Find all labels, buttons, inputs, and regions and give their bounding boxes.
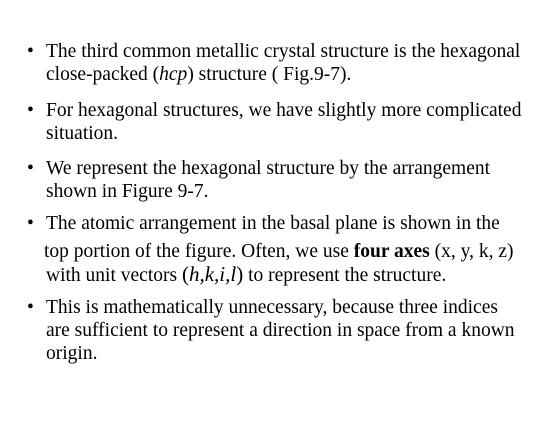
bullet-4-line-2: top portion of the figure. Often, we use four axes (x, y, k, z)	[44, 241, 514, 262]
bullet-1-line-2: close-packed (hcp) structure ( Fig.9-7).	[46, 64, 352, 85]
bullet-3-line-2: shown in Figure 9-7.	[46, 181, 209, 202]
bullet-2-line-1: For hexagonal structures, we have slightly more complicated	[46, 100, 522, 121]
bullet-2-line-2: situation.	[46, 123, 119, 144]
bullet-4-line-3: with unit vectors (h,k,i,l) to represent the structure.	[46, 262, 447, 286]
hcp-abbrev: hcp	[159, 64, 188, 85]
four-axes-text: four axes	[353, 241, 430, 262]
unit-vector-formula: (h,k,i,l)	[181, 262, 244, 286]
bullet-3-line-1: We represent the hexagonal structure by the arrangement	[46, 158, 491, 179]
bullet-marker: •	[27, 100, 34, 121]
bullet-marker: •	[27, 297, 34, 318]
bullet-5-line-3: origin.	[46, 343, 98, 364]
bullet-5-line-2: are sufficient to represent a direction in space from a known	[46, 320, 515, 341]
bullet-4-line-1: The atomic arrangement in the basal plane is shown in the	[46, 213, 500, 234]
bullet-5-line-1: This is mathematically unnecessary, because three indices	[46, 297, 498, 318]
bullet-marker: •	[27, 213, 34, 234]
bullet-marker: •	[27, 158, 34, 179]
bullet-1-line-1: The third common metallic crystal structure is the hexagonal	[46, 41, 521, 62]
bullet-marker: •	[27, 41, 34, 62]
